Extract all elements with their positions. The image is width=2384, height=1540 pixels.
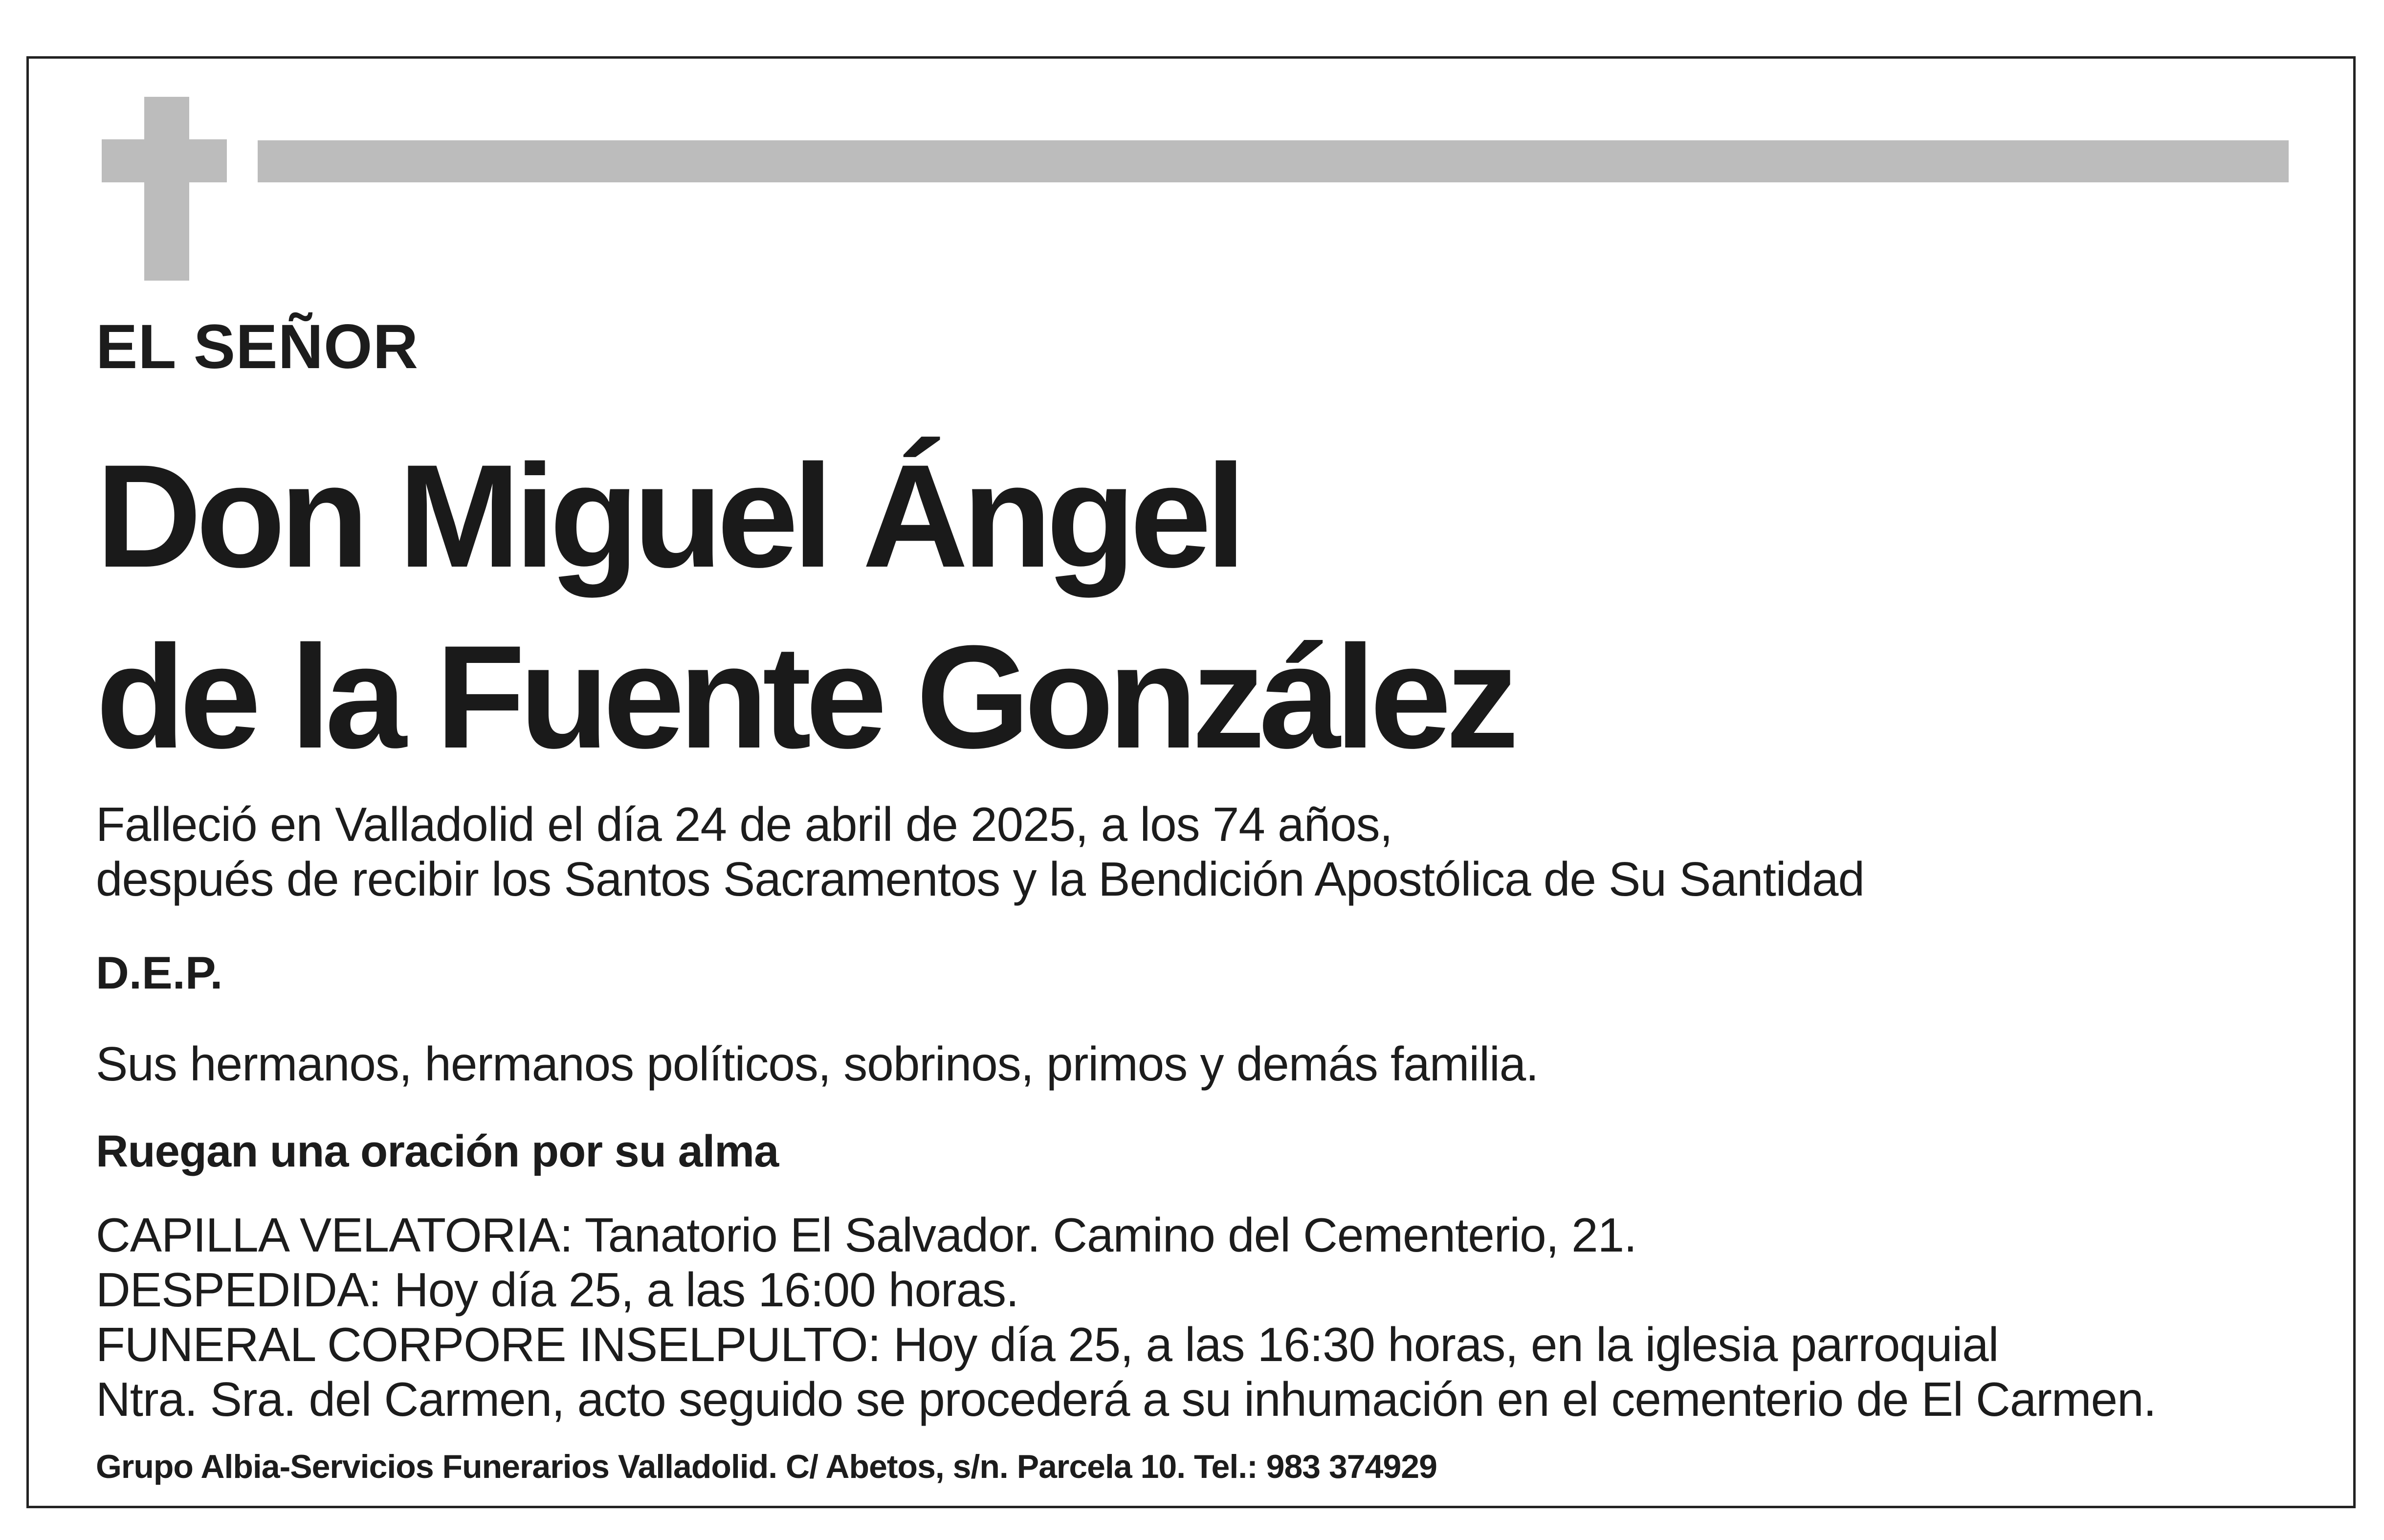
name-line-2: de la Fuente González <box>96 615 1513 779</box>
cross-icon-arm <box>102 139 227 182</box>
rip-text: D.E.P. <box>96 947 223 998</box>
deceased-name <box>96 425 1513 787</box>
service-line-2: DESPEDIDA: Hoy día 25, a las 16:00 horas. <box>96 1263 1019 1317</box>
cross-icon <box>144 97 189 281</box>
service-details <box>96 1208 2156 1427</box>
death-details <box>96 797 1864 906</box>
notice-title: EL SEÑOR <box>96 312 419 382</box>
death-line-2: después de recibir los Santos Sacramentos y la Bendición Apostólica de Su Santidad <box>96 852 1865 906</box>
service-line-1: CAPILLA VELATORIA: Tanatorio El Salvador. Camino del Cementerio, 21. <box>96 1208 1637 1262</box>
header-bar <box>258 140 2289 182</box>
service-line-4: Ntra. Sra. del Carmen, acto seguido se procederá a su inhumación en el cementerio de El Carmen. <box>96 1372 2156 1426</box>
prayer-text: Ruegan una oración por su alma <box>96 1126 779 1176</box>
service-line-3: FUNERAL CORPORE INSELPULTO: Hoy día 25, a las 16:30 horas, en la iglesia parroquial <box>96 1318 1999 1371</box>
death-line-1: Falleció en Valladolid el día 24 de abril de 2025, a los 74 años, <box>96 797 1392 851</box>
family-text: Sus hermanos, hermanos políticos, sobrinos, primos y demás familia. <box>96 1037 1539 1091</box>
funeral-home-footer: Grupo Albia-Servicios Funerarios Valladolid. C/ Abetos, s/n. Parcela 10. Tel.: 983 374929 <box>96 1448 1437 1485</box>
name-line-1: Don Miguel Ángel <box>96 434 1241 598</box>
